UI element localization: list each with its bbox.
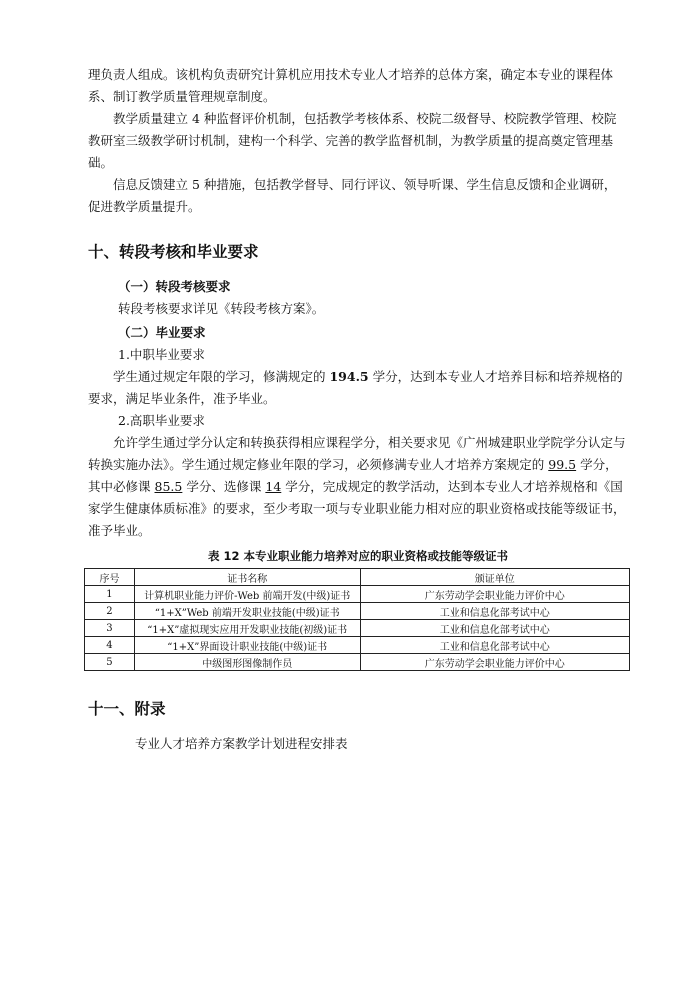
row-issuer: 广东劳动学会职业能力评价中心	[360, 654, 629, 671]
total-credits: 99.5	[548, 457, 577, 472]
table-caption: 表 12 本专业职业能力培养对应的职业资格或技能等级证书	[207, 549, 508, 563]
table-row	[85, 586, 630, 603]
header-index: 序号	[85, 569, 135, 586]
item-2-text-a: 允许学生通过学分认定和转换获得相应课程学分，相关要求见《广州城建职业学院学分认定与转换实施办法》。学生通过规定修业年限的学习，必须修满专业人才培养方案规定的	[88, 435, 626, 472]
row-index: 1	[85, 586, 135, 603]
row-cert-name: “1+X”虚拟现实应用开发职业技能(初级)证书	[134, 620, 360, 637]
item-2-title: 2.高职毕业要求	[118, 413, 205, 428]
row-index: 3	[85, 620, 135, 637]
row-cert-name: “1+X”界面设计职业技能(中级)证书	[134, 637, 360, 654]
row-issuer: 工业和信息化部考试中心	[360, 637, 629, 654]
elective-credits: 14	[265, 479, 282, 494]
subsection-2-heading: （二）毕业要求	[118, 325, 206, 340]
row-index: 5	[85, 654, 135, 671]
row-issuer: 工业和信息化部考试中心	[360, 603, 629, 620]
intro-paragraph-1: 理负责人组成。该机构负责研究计算机应用技术专业人才培养的总体方案，确定本专业的课程体系、制订教学质量管理规章制度。	[88, 67, 614, 104]
item-2-text-d: 学分，完成规定的教学活动，达到本专业人才培养规格和《国家学生健康体质标准》的要求，至少考取一项与专业职业能力相对应的职业资格或技能等级证书，准予毕业。	[88, 479, 626, 538]
item-1-title: 1.中职毕业要求	[118, 347, 205, 362]
item-2-text-b: 学分，其中必修课	[88, 457, 618, 494]
item-1-text-a: 学生通过规定年限的学习，修满规定的	[113, 369, 330, 384]
section-11-heading: 十一、附录	[88, 700, 166, 718]
item-2-paragraph	[88, 432, 628, 542]
subsection-1-text: 转段考核要求详见《转段考核方案》。	[118, 301, 325, 316]
table-row	[85, 637, 630, 654]
table-row	[85, 603, 630, 620]
document-page	[88, 64, 628, 755]
required-credits: 85.5	[154, 479, 183, 494]
table-row	[85, 654, 630, 671]
item-1-credits: 194.5	[329, 369, 369, 384]
header-issuer: 颁证单位	[360, 569, 629, 586]
row-index: 4	[85, 637, 135, 654]
table-row	[85, 620, 630, 637]
row-index: 2	[85, 603, 135, 620]
row-cert-name: “1+X”Web 前端开发职业技能(中级)证书	[134, 603, 360, 620]
item-1-text-b: 学分，达到本专业人才培养目标和培养规格的要求，满足毕业条件，准予毕业。	[88, 369, 623, 406]
intro-paragraph-3: 信息反馈建立 5 种措施，包括教学督导、同行评议、领导听课、学生信息反馈和企业调研，促进教学质量提升。	[88, 177, 617, 214]
table-header-row	[85, 569, 630, 586]
section-10-heading: 十、转段考核和毕业要求	[88, 243, 259, 261]
row-cert-name: 计算机职业能力评价-Web 前端开发(中级)证书	[134, 586, 360, 603]
row-cert-name: 中级图形图像制作员	[134, 654, 360, 671]
item-2-text-c: 学分、选修课	[186, 479, 262, 494]
header-cert-name: 证书名称	[134, 569, 360, 586]
row-issuer: 工业和信息化部考试中心	[360, 620, 629, 637]
row-issuer: 广东劳动学会职业能力评价中心	[360, 586, 629, 603]
item-1-paragraph	[88, 366, 628, 410]
certificates-table	[84, 568, 630, 671]
intro-paragraph-2: 教学质量建立 4 种监督评价机制，包括教学考核体系、校院二级督导、校院教学管理、校院教研室三级教学研讨机制，建构一个科学、完善的教学监督机制，为教学质量的提高奠定管理基础。	[88, 111, 617, 170]
subsection-1-heading: （一）转段考核要求	[118, 279, 231, 294]
appendix-item: 专业人才培养方案教学计划进程安排表	[135, 736, 348, 751]
